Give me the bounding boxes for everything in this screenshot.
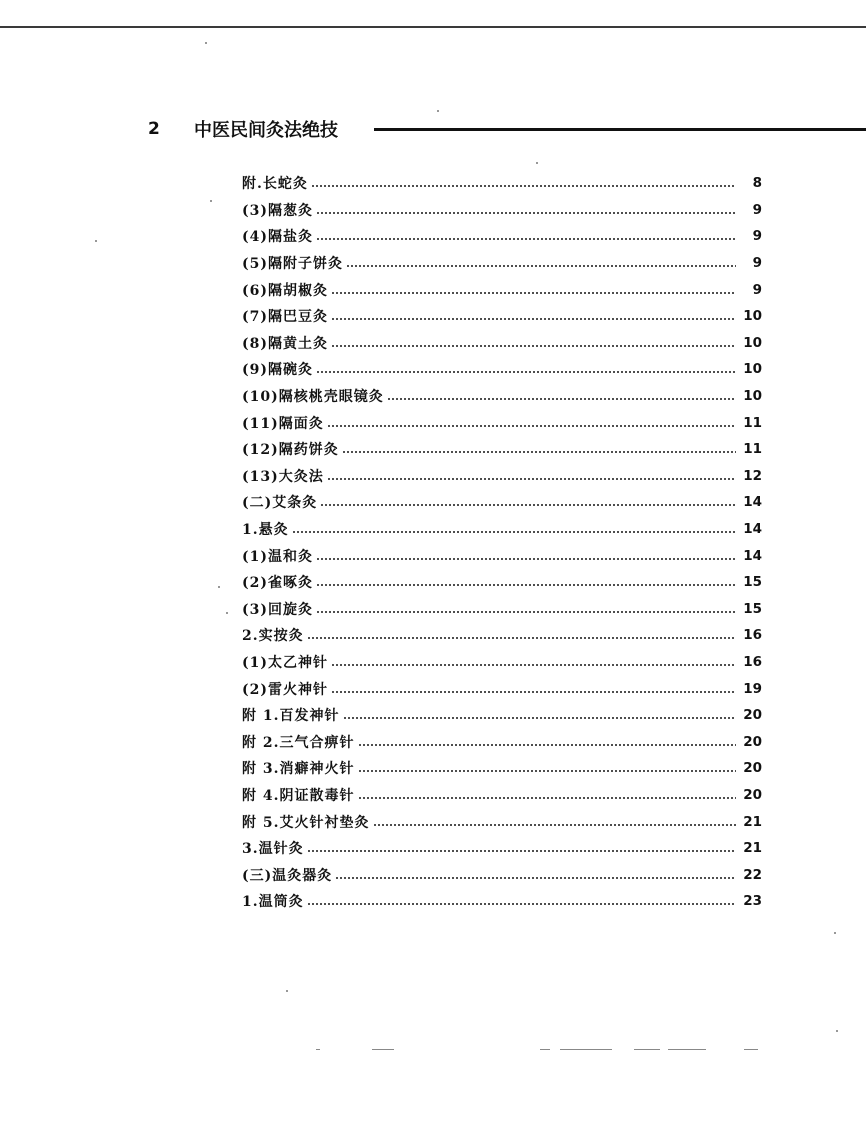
toc-dot-leader	[292, 531, 736, 533]
toc-entry	[242, 728, 762, 755]
toc-dot-leader	[331, 318, 736, 320]
scan-speck	[205, 42, 207, 44]
toc-entry-page: 19	[743, 680, 762, 697]
toc-entry	[242, 888, 762, 915]
toc-entry-page: 20	[743, 707, 762, 724]
toc-entry-page: 9	[752, 228, 762, 245]
scan-noise	[540, 1049, 550, 1050]
toc-entry-label: 2.实按灸	[242, 628, 304, 645]
toc-entry-label: (8)隔黄土灸	[242, 335, 328, 352]
toc-entry-label: (5)隔附子饼灸	[242, 256, 343, 273]
toc-entry-page: 10	[743, 308, 762, 325]
toc-dot-leader	[335, 877, 736, 879]
toc-dot-leader	[358, 770, 737, 772]
scan-noise	[372, 1049, 394, 1050]
scan-speck	[95, 240, 97, 242]
toc-dot-leader	[331, 664, 736, 666]
toc-dot-leader	[327, 425, 736, 427]
toc-entry	[242, 675, 762, 702]
toc-entry	[242, 170, 762, 197]
toc-entry	[242, 702, 762, 729]
toc-entry-page: 22	[743, 866, 762, 883]
toc-entry-label: (三)温灸器灸	[242, 867, 333, 884]
scan-noise	[560, 1049, 612, 1050]
toc-dot-leader	[316, 212, 736, 214]
toc-entry-page: 10	[743, 334, 762, 351]
scan-speck	[286, 990, 288, 992]
toc-entry	[242, 436, 762, 463]
toc-entry-label: (3)隔葱灸	[242, 202, 313, 219]
toc-entry	[242, 276, 762, 303]
toc-dot-leader	[342, 451, 736, 453]
toc-dot-leader	[327, 478, 736, 480]
toc-dot-leader	[307, 637, 736, 639]
toc-entry-page: 15	[743, 600, 762, 617]
toc-dot-leader	[331, 345, 736, 347]
toc-entry	[242, 489, 762, 516]
toc-dot-leader	[316, 558, 736, 560]
toc-entry	[242, 383, 762, 410]
header-rule	[374, 128, 866, 131]
toc-entry-page: 9	[752, 255, 762, 272]
scan-noise	[668, 1049, 706, 1050]
toc-dot-leader	[311, 185, 736, 187]
toc-entry-page: 9	[752, 281, 762, 298]
scan-noise	[316, 1049, 320, 1050]
scan-top-border	[0, 26, 866, 28]
toc-entry	[242, 755, 762, 782]
toc-entry-label: (二)艾条灸	[242, 495, 318, 512]
toc-entry-label: 1.温筒灸	[242, 894, 304, 911]
scan-noise	[744, 1049, 758, 1050]
toc-dot-leader	[320, 504, 736, 506]
scan-speck	[437, 110, 439, 112]
toc-dot-leader	[343, 717, 737, 719]
toc-entry-page: 20	[743, 760, 762, 777]
toc-entry-label: (6)隔胡椒灸	[242, 282, 328, 299]
toc-entry-page: 8	[752, 175, 762, 192]
toc-entry-page: 16	[743, 653, 762, 670]
running-header	[148, 114, 748, 144]
toc-entry	[242, 835, 762, 862]
toc-entry	[242, 223, 762, 250]
toc-entry-label: (2)雷火神针	[242, 681, 328, 698]
toc-entry	[242, 782, 762, 809]
toc-dot-leader	[358, 797, 737, 799]
toc-entry	[242, 542, 762, 569]
toc-entry	[242, 330, 762, 357]
toc-dot-leader	[346, 265, 736, 267]
toc-entry-label: (12)隔药饼灸	[242, 442, 339, 459]
toc-entry	[242, 622, 762, 649]
scan-speck	[218, 586, 220, 588]
scan-speck	[226, 612, 228, 614]
toc-dot-leader	[316, 371, 736, 373]
toc-entry-page: 21	[743, 840, 762, 857]
toc-entry-page: 14	[743, 521, 762, 538]
toc-entry-label: (2)雀啄灸	[242, 575, 313, 592]
toc-entry-page: 16	[743, 627, 762, 644]
toc-entry-label: 1.悬灸	[242, 522, 289, 539]
toc-dot-leader	[331, 292, 736, 294]
toc-entry-label: (1)温和灸	[242, 548, 313, 565]
toc-dot-leader	[316, 611, 736, 613]
toc-entry-label: (9)隔碗灸	[242, 362, 313, 379]
toc-dot-leader	[307, 850, 736, 852]
toc-entry-page: 12	[743, 467, 762, 484]
toc-entry-page: 10	[743, 388, 762, 405]
toc-entry-label: 附 5.艾火针衬垫灸	[242, 814, 370, 831]
toc-entry	[242, 861, 762, 888]
toc-dot-leader	[307, 903, 736, 905]
toc-entry	[242, 250, 762, 277]
toc-entry-page: 20	[743, 786, 762, 803]
toc-entry-label: (13)大灸法	[242, 468, 324, 485]
scan-speck	[210, 200, 212, 202]
toc-dot-leader	[373, 824, 737, 826]
toc-entry-label: 附 3.消癖神火针	[242, 761, 355, 778]
toc-entry	[242, 808, 762, 835]
toc-entry-label: (4)隔盐灸	[242, 229, 313, 246]
toc-entry-page: 21	[743, 813, 762, 830]
table-of-contents	[242, 170, 762, 915]
scan-speck	[536, 162, 538, 164]
toc-entry-page: 14	[743, 547, 762, 564]
scan-noise	[634, 1049, 660, 1050]
book-title: 中医民间灸法绝技	[194, 120, 338, 141]
toc-entry-label: 附 1.百发神针	[242, 708, 340, 725]
toc-entry-page: 23	[743, 893, 762, 910]
toc-entry-label: 3.温针灸	[242, 841, 304, 858]
toc-dot-leader	[316, 584, 736, 586]
toc-entry-label: 附 2.三气合痹针	[242, 734, 355, 751]
toc-entry-page: 20	[743, 733, 762, 750]
toc-entry-label: (1)太乙神针	[242, 654, 328, 671]
toc-entry-page: 9	[752, 201, 762, 218]
toc-entry-label: (11)隔面灸	[242, 415, 324, 432]
toc-entry-label: (3)回旋灸	[242, 601, 313, 618]
toc-entry-page: 11	[743, 414, 762, 431]
scan-speck	[836, 1030, 838, 1032]
toc-entry-label: 附 4.阴证散毒针	[242, 787, 355, 804]
page-number: 2	[148, 119, 160, 139]
toc-dot-leader	[387, 398, 736, 400]
scan-speck	[834, 932, 836, 934]
toc-entry	[242, 596, 762, 623]
toc-entry	[242, 516, 762, 543]
toc-entry-label: (10)隔核桃壳眼镜灸	[242, 389, 384, 406]
toc-entry-page: 10	[743, 361, 762, 378]
toc-entry	[242, 409, 762, 436]
toc-entry-page: 11	[743, 441, 762, 458]
toc-entry	[242, 649, 762, 676]
toc-entry	[242, 463, 762, 490]
toc-entry-page: 14	[743, 494, 762, 511]
toc-entry	[242, 197, 762, 224]
toc-entry	[242, 356, 762, 383]
toc-entry	[242, 303, 762, 330]
toc-dot-leader	[316, 238, 736, 240]
toc-entry-page: 15	[743, 574, 762, 591]
toc-dot-leader	[331, 691, 736, 693]
toc-entry	[242, 569, 762, 596]
toc-dot-leader	[358, 744, 737, 746]
toc-entry-label: 附.长蛇灸	[242, 176, 308, 193]
toc-entry-label: (7)隔巴豆灸	[242, 309, 328, 326]
